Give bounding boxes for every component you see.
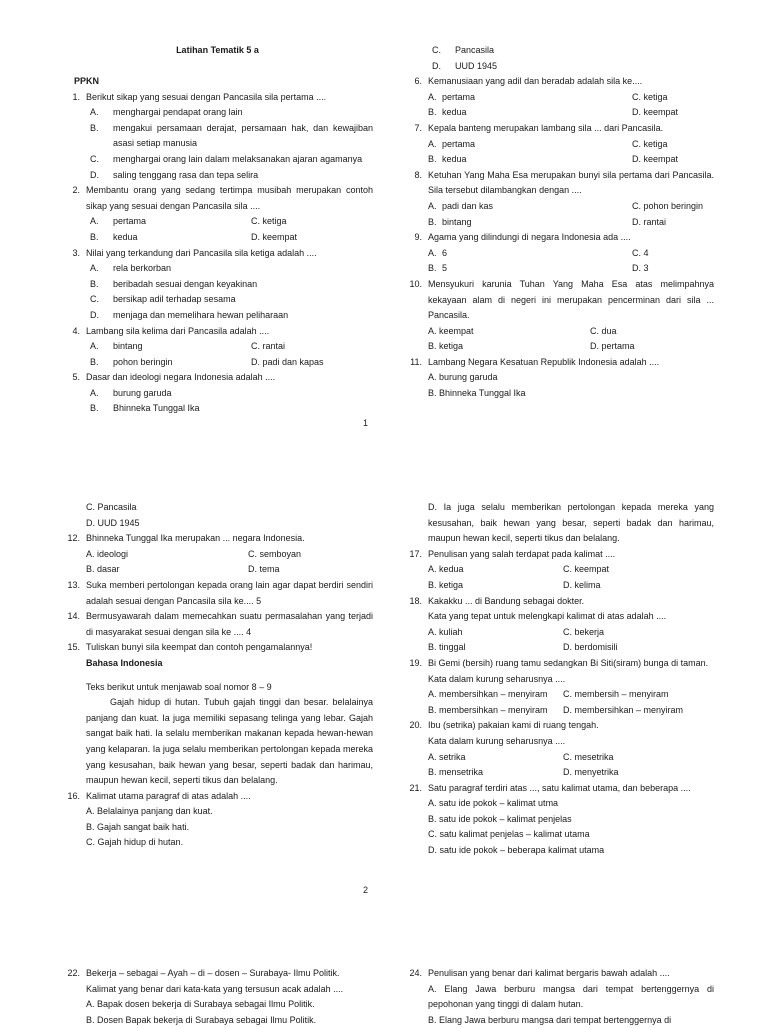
option-d: D. padi dan kapas [251, 356, 324, 367]
question-9 [404, 230, 714, 277]
option-text: pertama [442, 91, 476, 102]
option-d: D. menyetrika [563, 767, 619, 778]
question-12 [62, 531, 373, 578]
question-20 [404, 718, 714, 780]
option-d: D. 3 [632, 263, 649, 274]
question-number: 11. [410, 356, 422, 367]
option-b: B. Gajah sangat baik hati. [86, 821, 190, 832]
question-text: Penulisan yang salah terdapat pada kalimat .... [428, 548, 616, 559]
option-c: C. mesetrika [563, 751, 614, 762]
option-letter: A. [90, 387, 99, 398]
option-letter: B. [428, 216, 437, 227]
option-text: kedua [113, 231, 138, 242]
page-number: 2 [363, 885, 369, 895]
question-text: Bekerja – sebagai – Ayah – di – dosen – Surabaya- Ilmu Politik. [86, 968, 340, 978]
option-d: D. berdomisili [563, 642, 618, 653]
page-2-left-column [62, 500, 373, 851]
question-number: 6. [414, 76, 422, 87]
question-text: Nilai yang terkandung dari Pancasila sila ketiga adalah .... [86, 247, 317, 258]
question-text: Penulisan yang benar dari kalimat bergaris bawah adalah .... [428, 968, 670, 978]
option-text: rela berkorban [113, 263, 172, 274]
option-a: A. kuliah [428, 626, 463, 637]
question-text: Mensyukuri karunia Tuhan Yang Maha Esa atas melimpahnya kekayaan alam di negeri ini merupakan pencerminan dari sila ... Pancasila. [428, 278, 714, 321]
question-number: 8. [414, 169, 422, 180]
question-number: 7. [414, 122, 422, 133]
option-d: D. satu ide pokok – beberapa kalimat utama [428, 845, 605, 856]
option-d: D. pertama [590, 341, 635, 352]
question-21 [404, 781, 714, 859]
question-13 [62, 578, 373, 609]
question-3 [62, 246, 373, 324]
question-18 [404, 594, 714, 656]
option-c: C. dua [590, 325, 617, 336]
option-text: mengakui persamaan derajat, persamaan hak, dan kewajiban asasi setiap manusia [113, 122, 373, 149]
question-text: Lambang Negara Kesatuan Republik Indonesia adalah .... [428, 356, 660, 367]
option-text: menghargai orang lain dalam melaksanakan ajaran agamanya [113, 153, 363, 164]
question-number: 9. [414, 232, 422, 243]
page-2-right-column [404, 500, 714, 859]
question-number: 15. [67, 642, 80, 653]
page-2 [0, 460, 768, 900]
question-text: Ibu (setrika) pakaian kami di ruang tengah. [428, 720, 599, 731]
question-number: 4. [72, 325, 80, 336]
option-text: Pancasila [455, 45, 495, 55]
option-text: padi dan kas [442, 200, 494, 211]
question-text: Kakakku ... di Bandung sebagai dokter. [428, 595, 585, 606]
question-number: 17. [409, 548, 422, 559]
question-number: 22. [67, 968, 80, 978]
option-letter: A. [428, 138, 437, 149]
option-text: bintang [442, 216, 472, 227]
option-b: B. Elang Jawa berburu mangsa dari tempat bertenggernya di [428, 1014, 672, 1025]
option-d: D. kelima [563, 579, 601, 590]
option-c: C. pohon beringin [632, 200, 704, 211]
option-text: menghargai pendapat orang lain [113, 107, 243, 118]
option-letter: A. [90, 216, 99, 227]
question-text: Tuliskan bunyi sila keempat dan contoh pengamalannya! [86, 642, 313, 653]
page-number: 1 [363, 418, 369, 428]
page-1-right-column [404, 43, 714, 402]
option-letter: B. [90, 403, 99, 414]
option-text: bersikap adil terhadap sesama [113, 294, 236, 305]
option-text: pertama [113, 216, 147, 227]
document-title: Latihan Tematik 5 a [176, 45, 259, 55]
option-text: kedua [442, 107, 467, 118]
option-letter: C. [432, 45, 441, 55]
question-number: 19. [409, 657, 422, 668]
option-c: C. satu kalimat penjelas – kalimat utama [428, 829, 590, 840]
option-c: C. rantai [251, 341, 286, 352]
option-text: 6 [442, 247, 448, 258]
option-c: C. keempat [563, 564, 610, 575]
option-d: D. keempat [632, 107, 679, 118]
question-10 [404, 277, 714, 355]
option-c: C. Pancasila [86, 502, 137, 512]
question-2 [62, 183, 373, 245]
option-a: A. kedua [428, 564, 464, 575]
question-text: Kalimat utama paragraf di atas adalah .... [86, 790, 251, 801]
option-text: menjaga dan memelihara hewan peliharaan [113, 309, 289, 320]
option-letter: A. [90, 341, 99, 352]
option-letter: C. [90, 153, 99, 164]
option-a: A. satu ide pokok – kalimat utma [428, 798, 559, 809]
option-d: D. keempat [251, 231, 298, 242]
question-text: Ketuhan Yang Maha Esa merupakan bunyi sila pertama dari Pancasila. Sila tersebut dilambangkan dengan .... [428, 169, 714, 196]
option-c: C. ketiga [251, 216, 287, 227]
question-5 [62, 370, 373, 417]
question-14 [62, 609, 373, 640]
option-letter: A. [90, 263, 99, 274]
question-text: Bi Gemi (bersih) ruang tamu sedangkan Bi Siti(siram) bunga di taman. [428, 657, 709, 668]
option-b: B. ketiga [428, 341, 464, 352]
option-letter: A. [90, 107, 99, 118]
option-b: B. ketiga [428, 579, 464, 590]
option-letter: B. [90, 278, 99, 289]
option-text: pertama [442, 138, 476, 149]
option-text: Bhinneka Tunggal Ika [113, 403, 200, 414]
question-number: 12. [67, 533, 80, 544]
question-text: Berikut sikap yang sesuai dengan Pancasila sila pertama .... [86, 91, 327, 102]
option-a: A. Elang Jawa berburu mangsa dari tempat bertenggernya di pepohonan yang tinggi di dalam hutan. [428, 983, 714, 1010]
option-text: saling tenggang rasa dan tepa selira [113, 169, 259, 180]
question-text: Lambang sila kelima dari Pancasila adalah .... [86, 325, 270, 336]
option-a: A. Bapak dosen bekerja di Surabaya sebagai Ilmu Politik. [86, 999, 315, 1010]
question-text: Suka memberi pertolongan kepada orang lain agar dapat berdiri sendiri adalah sesuai dengan Pancasila sila ke.... 5 [86, 579, 373, 606]
option-b: B. Dosen Bapak bekerja di Surabaya sebagai Ilmu Politik. [86, 1014, 317, 1025]
option-text: 5 [442, 263, 448, 274]
question-prompt: Kata dalam kurung seharusnya .... [428, 735, 566, 746]
question-text: Bermusyawarah dalam memecahkan suatu permasalahan yang terjadi di masyarakat sesuai dengan sila ke .... 4 [86, 611, 373, 637]
question-prompt: Kalimat yang benar dari kata-kata yang tersusun acak adalah .... [86, 983, 344, 994]
page-3-left-column [62, 966, 373, 1028]
option-a: A. burung garuda [428, 372, 498, 383]
option-text: pohon beringin [113, 356, 173, 367]
question-8 [404, 168, 714, 230]
question-number: 10. [409, 278, 422, 289]
question-text: Satu paragraf terdiri atas ..., satu kalimat utama, dan beberapa .... [428, 782, 691, 793]
question-number: 16. [67, 790, 80, 801]
option-a: A. keempat [428, 325, 474, 336]
option-letter: A. [428, 200, 437, 211]
option-d: D. Ia juga selalu memberikan pertolongan kepada mereka yang kesusahan, baik hewan yang besar, seperti badak dan harimau, maupun hewan kecil, seperti tikus dan belalang. [428, 502, 714, 544]
option-d: D. membersihkan – menyiram [563, 704, 684, 715]
option-letter: B. [90, 122, 99, 133]
page-1 [0, 0, 768, 440]
option-a: A. membersihkan – menyiram [428, 689, 548, 700]
option-letter: B. [428, 107, 437, 118]
question-number: 24. [409, 968, 422, 978]
option-a: A. ideologi [86, 548, 129, 559]
option-b: B. Bhinneka Tunggal Ika [428, 388, 526, 399]
option-letter: B. [90, 356, 99, 367]
option-text: beribadah sesuai dengan keyakinan [113, 278, 258, 289]
option-b: B. mensetrika [428, 767, 484, 778]
option-c: C. 4 [632, 247, 649, 258]
option-a: A. Belalainya panjang dan kuat. [86, 806, 213, 817]
option-d: D. keempat [632, 154, 679, 165]
option-letter: D. [90, 169, 99, 180]
option-c: C. bekerja [563, 626, 605, 637]
option-b: B. membersihkan – menyiram [428, 704, 548, 715]
question-6 [404, 74, 714, 121]
option-letter: A. [428, 247, 437, 258]
option-letter: D. [432, 60, 441, 71]
question-text: Agama yang dilindungi di negara Indonesia ada .... [428, 232, 631, 243]
question-number: 20. [409, 720, 422, 731]
option-text: burung garuda [113, 387, 172, 398]
question-16 [62, 789, 373, 851]
question-24 [404, 966, 714, 1028]
question-text: Membantu orang yang sedang tertimpa musibah merupakan contoh sikap yang sesuai dengan Pancasila sila .... [86, 185, 373, 211]
option-c: C. semboyan [248, 548, 302, 559]
option-b: B. tinggal [428, 642, 466, 653]
question-prompt: Kata yang tepat untuk melengkapi kalimat di atas adalah .... [428, 611, 667, 622]
option-letter: B. [428, 154, 437, 165]
question-number: 2. [72, 185, 80, 196]
question-number: 21. [409, 782, 422, 793]
question-11 [404, 355, 714, 402]
section-heading-bahasa-indonesia: Bahasa Indonesia [86, 657, 163, 668]
option-a: A. setrika [428, 751, 466, 762]
option-c: C. ketiga [632, 91, 668, 102]
question-17 [404, 547, 714, 594]
option-b: B. dasar [86, 564, 120, 575]
question-text: Kepala banteng merupakan lambang sila ... dari Pancasila. [428, 122, 664, 133]
page-3-right-column [404, 966, 714, 1028]
option-b: B. satu ide pokok – kalimat penjelas [428, 813, 572, 824]
question-text: Bhinneka Tunggal Ika merupakan ... negara Indonesia. [86, 533, 305, 544]
option-text: kedua [442, 154, 467, 165]
question-22 [62, 966, 373, 1028]
question-number: 13. [67, 579, 80, 590]
question-text: Kemanusiaan yang adil dan beradab adalah sila ke.... [428, 76, 643, 87]
question-number: 5. [72, 372, 80, 383]
option-letter: B. [428, 263, 437, 274]
option-d: D. UUD 1945 [86, 517, 140, 528]
question-1 [62, 90, 373, 184]
section-heading-ppkn: PPKN [74, 76, 100, 86]
question-text: Dasar dan ideologi negara Indonesia adalah .... [86, 372, 276, 383]
question-4 [62, 324, 373, 371]
question-number: 18. [409, 595, 422, 606]
option-letter: C. [90, 294, 99, 305]
question-number: 3. [72, 247, 80, 258]
option-letter: D. [90, 309, 99, 320]
option-c: C. membersih – menyiram [563, 689, 669, 700]
question-prompt: Kata dalam kurung seharusnya .... [428, 673, 566, 684]
question-number: 1. [72, 91, 80, 102]
option-letter: B. [90, 231, 99, 242]
option-text: UUD 1945 [455, 60, 498, 71]
reading-instruction: Teks berikut untuk menjawab soal nomor 8 – 9 [86, 681, 272, 692]
page-1-left-column [62, 74, 373, 417]
reading-paragraph: Gajah hidup di hutan. Tubuh gajah tinggi dan besar. belalainya panjang dan kuat. Ia juga memiliki sepasang telinga yang lebar. Gajah sangat baik hati. Ia selalu memberikan makanan kepada hewan-hewan yang kelaparan. Ia juga selalu memberikan pertolongan kepada mereka yang kesusahan, baik hewan yang besar, seperti badak dan harimau, maupun hewan kecil, seperti tikus dan belalang. [86, 697, 373, 786]
question-19 [404, 656, 714, 718]
question-number: 14. [67, 611, 80, 622]
option-d: D. rantai [632, 216, 667, 227]
option-text: bintang [113, 341, 143, 352]
page-3 [0, 960, 768, 1024]
option-letter: A. [428, 91, 437, 102]
option-c: C. Gajah hidup di hutan. [86, 837, 184, 848]
question-15 [62, 640, 373, 656]
question-7 [404, 121, 714, 168]
option-c: C. ketiga [632, 138, 668, 149]
option-d: D. tema [248, 564, 280, 575]
